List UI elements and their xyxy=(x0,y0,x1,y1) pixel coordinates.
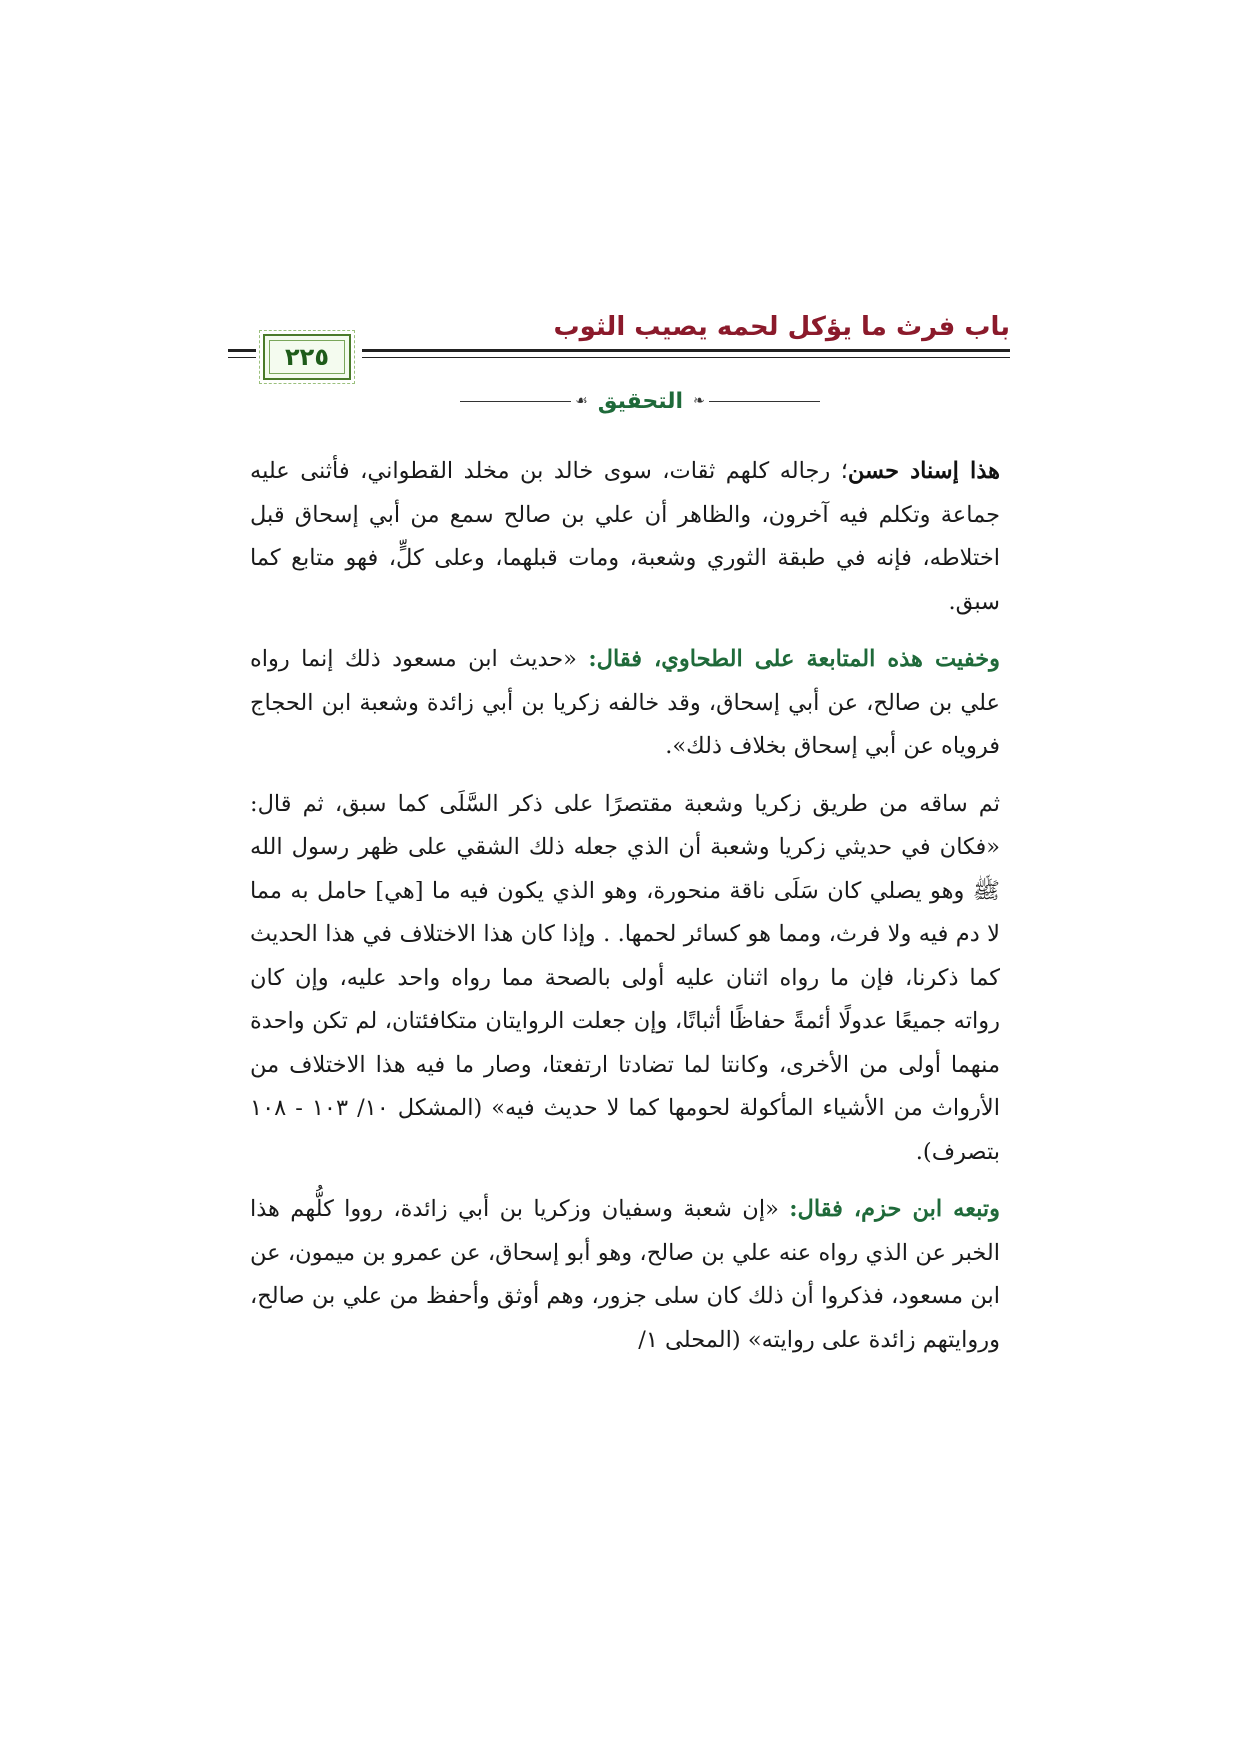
page-number-frame xyxy=(263,334,351,380)
paragraph-1-text: ؛ رجاله كلهم ثقات، سوى خالد بن مخلد القطواني، فأثنى عليه جماعة وتكلم فيه آخرون، والظاهر أن علي بن صالح سمع من أبي إسحاق قبل اختلاطه، فإنه في طبقة الثوري وشعبة، ومات قبلهما، وعلى كلٍّ، فهو متابع كما سبق. xyxy=(250,458,1000,615)
header-rule-bottom xyxy=(362,357,1010,358)
paragraph-3 xyxy=(250,783,1000,1175)
header-rule-left-top xyxy=(228,349,256,352)
divider-ornament-left-icon: ☙ xyxy=(575,393,588,409)
header-rule-top xyxy=(362,349,1010,352)
header-rule-left-bottom xyxy=(228,357,256,358)
page-number: ٢٢٥ xyxy=(285,343,329,371)
paragraph-2 xyxy=(250,638,1000,769)
paragraph-2-text: «حديث ابن مسعود ذلك إنما رواه علي بن صالح، عن أبي إسحاق، وقد خالفه زكريا بن أبي زائدة وشعبة ابن الحجاج فروياه عن أبي إسحاق بخلاف ذلك». xyxy=(250,646,1000,759)
paragraph-3-text: ثم ساقه من طريق زكريا وشعبة مقتصرًا على ذكر السَّلَى كما سبق، ثم قال: «فكان في حديثي زكريا وشعبة أن الذي جعله ذلك الشقي على ظهر رسول الله ﷺ وهو يصلي كان سَلَى ناقة منحورة، وهو الذي يكون فيه ما [هي] حامل به مما لا دم فيه ولا فرث، ومما هو كسائر لحمها. . وإذا كان هذا الاختلاف في هذا الحديث كما ذكرنا، فإن ما رواه اثنان عليه أولى بالصحة مما رواه واحد عليه، وإن كان رواته جميعًا عدولًا أئمةً حفاظًا أثباتًا، وإن جعلت الروايتان متكافئتان، لم تكن واحدة منهما أولى من الأخرى، وكانتا لما تضادتا ارتفعتا، وصار ما فيه هذا الاختلاف من الأرواث من الأشياء المأكولة لحومها كما لا حديث فيه» (المشكل ١٠/ ١٠٣ - ١٠٨ بتصرف). xyxy=(250,790,1000,1165)
body-text xyxy=(250,450,1000,1376)
section-label: التحقيق xyxy=(597,388,684,414)
section-divider xyxy=(460,388,820,414)
paragraph-4-text: «إن شعبة وسفيان وزكريا بن أبي زائدة، رووا كلُّهم هذا الخبر عن الذي رواه عنه علي بن صالح، وهو أبو إسحاق، عن عمرو بن ميمون، عن ابن مسعود، فذكروا أن ذلك كان سلى جزور، وهم أوثق وأحفظ من علي بن صالح، وروايتهم زائدة على روايته» (المحلى ١/ xyxy=(250,1196,1000,1353)
paragraph-1 xyxy=(250,450,1000,624)
paragraph-1-lead: هذا إسناد حسن xyxy=(847,458,1000,484)
divider-line-left xyxy=(460,401,571,402)
divider-ornament-right-icon: ❧ xyxy=(693,393,705,409)
divider-line-right xyxy=(709,401,820,402)
paragraph-4 xyxy=(250,1188,1000,1362)
page-header xyxy=(250,312,1010,392)
paragraph-4-lead: وتبعه ابن حزم، فقال: xyxy=(789,1196,1001,1222)
paragraph-2-lead: وخفيت هذه المتابعة على الطحاوي، فقال: xyxy=(588,646,1000,672)
chapter-title: باب فرث ما يؤكل لحمه يصيب الثوب xyxy=(553,312,1010,342)
